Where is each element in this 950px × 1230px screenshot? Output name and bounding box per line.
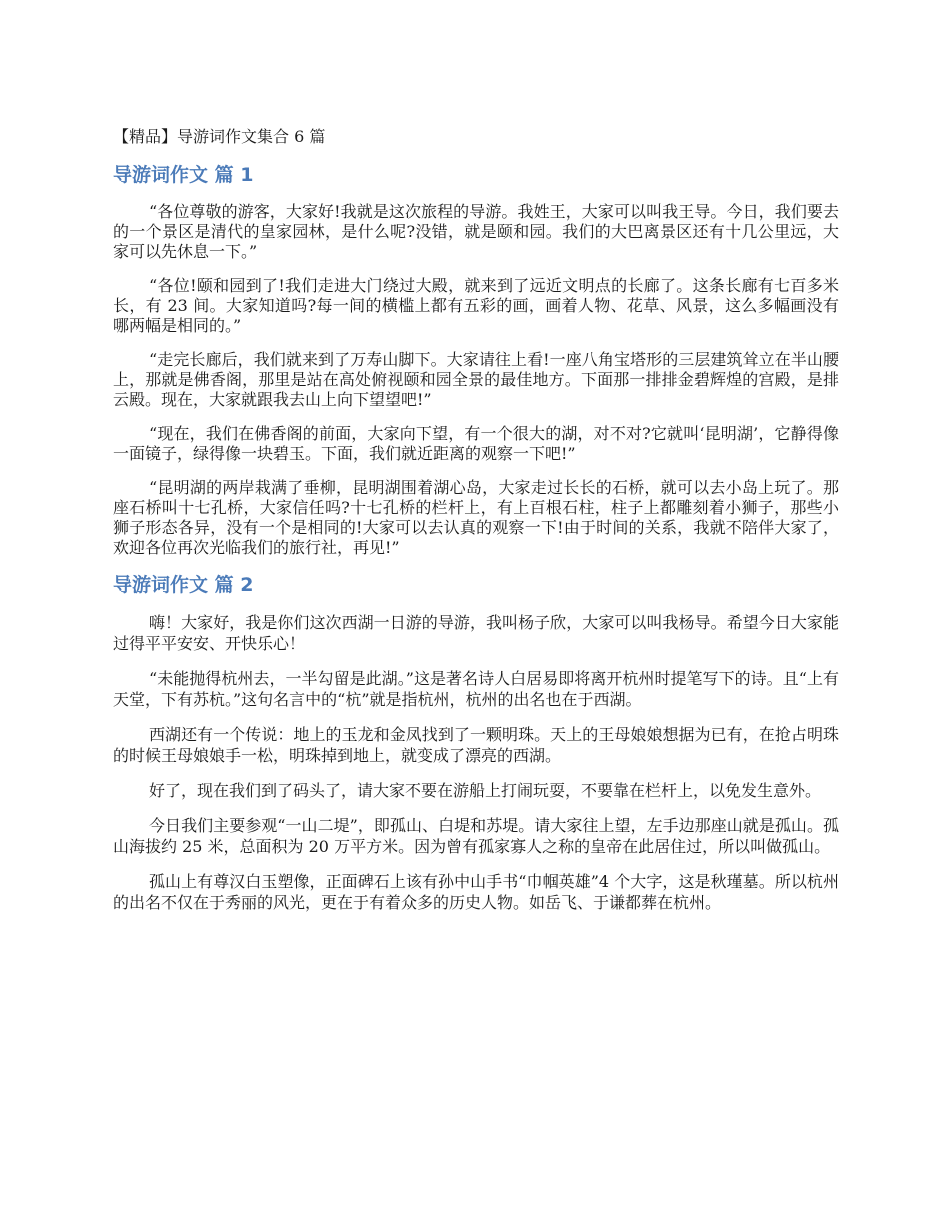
section-heading: 导游词作文 篇 2 (113, 574, 254, 596)
paragraph: 嗨！大家好，我是你们这次西湖一日游的导游，我叫杨子欣，大家可以叫我杨导。希望今日大家能过得平平安安、开快乐心！ (113, 613, 839, 653)
paragraph: “走完长廊后，我们就来到了万寿山脚下。大家请往上看!一座八角宝塔形的三层建筑耸立在半山腰上，那就是佛香阁，那里是站在高处俯视颐和园全景的最佳地方。下面那一排排金碧辉煌的宫殿，是排云殿。现在，大家就跟我去山上向下望望吧!” (113, 350, 839, 409)
paragraph: “昆明湖的两岸栽满了垂柳，昆明湖围着湖心岛，大家走过长长的石桥，就可以去小岛上玩了。那座石桥叫十七孔桥，大家信任吗?十七孔桥的栏杆上，有上百根石柱，柱子上都雕刻着小狮子，那些小狮子形态各异，没有一个是相同的!大家可以去认真的观察一下!由于时间的关系，我就不陪伴大家了，欢迎各位再次光临我们的旅行社，再见!” (113, 478, 839, 557)
paragraph: “未能抛得杭州去，一半勾留是此湖。”这是著名诗人白居易即将离开杭州时提笔写下的诗。且“上有天堂，下有苏杭。”这句名言中的“杭”就是指杭州，杭州的出名也在于西湖。 (113, 669, 839, 709)
paragraph: 今日我们主要参观“一山二堤”，即孤山、白堤和苏堤。请大家往上望，左手边那座山就是孤山。孤山海拔约 25 米，总面积为 20 万平方米。因为曾有孤家寡人之称的皇帝在此居住过，所以叫做孤山。 (113, 816, 839, 856)
section-heading: 导游词作文 篇 1 (113, 164, 254, 186)
paragraph: “各位尊敬的游客，大家好!我就是这次旅程的导游。我姓王，大家可以叫我王导。今日，我们要去的一个景区是清代的皇家园林，是什么呢?没错，就是颐和园。我们的大巴离景区还有十几公里远，大家可以先休息一下。” (113, 202, 839, 261)
document-page (113, 124, 839, 927)
section-2 (113, 572, 839, 913)
section-1 (113, 162, 839, 558)
paragraph: 好了，现在我们到了码头了，请大家不要在游船上打闹玩耍，不要靠在栏杆上，以免发生意外。 (149, 781, 822, 800)
paragraph: 西湖还有一个传说：地上的玉龙和金凤找到了一颗明珠。天上的王母娘娘想据为已有，在抢占明珠的时候王母娘娘手一松，明珠掉到地上，就变成了漂亮的西湖。 (113, 725, 839, 765)
paragraph: 孤山上有尊汉白玉塑像，正面碑石上该有孙中山手书“巾帼英雄”4 个大字，这是秋瑾墓。所以杭州的出名不仅在于秀丽的风光，更在于有着众多的历史人物。如岳飞、于谦都葬在杭州。 (113, 872, 839, 912)
document-title: 【精品】导游词作文集合 6 篇 (113, 127, 326, 146)
paragraph: “现在，我们在佛香阁的前面，大家向下望，有一个很大的湖，对不对?它就叫‘昆明湖’，它静得像一面镜子，绿得像一块碧玉。下面，我们就近距离的观察一下吧!” (113, 424, 839, 463)
paragraph: “各位!颐和园到了!我们走进大门绕过大殿，就来到了远近文明点的长廊了。这条长廊有七百多米长，有 23 间。大家知道吗?每一间的横槛上都有五彩的画，画着人物、花草、风景，这么多幅画没有哪两幅是相同的。” (113, 276, 839, 335)
